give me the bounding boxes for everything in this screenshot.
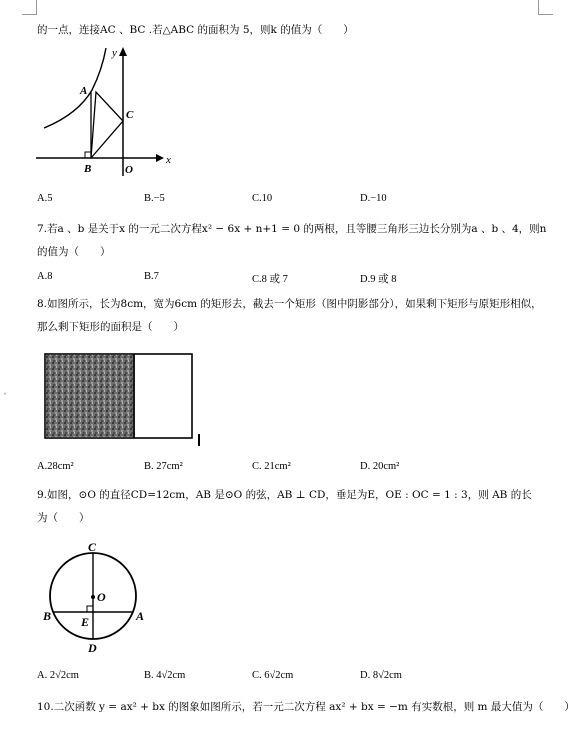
q8-figure [40,350,210,450]
q9-stem-line1: 9.如图，⊙O 的直径CD=12cm，AB 是⊙O 的弦，AB ⊥ CD，垂足为E，OE : OC = 1 : 3，则 AB 的长 [37,489,532,501]
hyperbola-curve [44,48,106,128]
y-axis-arrow [119,47,127,56]
q6-option-c[interactable]: C.10 [252,193,273,204]
label-c: C [88,540,97,554]
q9-option-c[interactable]: C. 6√2cm [252,670,294,681]
center-point [91,595,95,599]
q9-stem-line2: 为（ ） [37,512,90,524]
label-b: B [43,609,52,623]
page-corner-mark-right [538,0,553,15]
label-d: D [88,641,97,655]
q8-stem-line1: 8.如图所示，长为8cm，宽为6cm 的矩形去，截去一个矩形（图中阴影部分），如果剩下矩形与原矩形相似， [37,298,542,310]
label-o: O [125,164,133,176]
q9-option-b[interactable]: B. 4√2cm [144,670,186,681]
q8-option-a[interactable]: A.28cm² [37,461,74,472]
x-axis-arrow [156,154,164,162]
q8-option-d[interactable]: D. 20cm² [360,461,400,472]
q9-figure [38,538,168,663]
label-c: C [126,109,134,121]
triangle-abc [91,92,123,158]
q9-option-a[interactable]: A. 2√2cm [37,670,79,681]
q9-option-d[interactable]: D. 8√2cm [360,670,402,681]
q7-stem-line1: 7.若a 、b 是关于x 的一元二次方程x² − 6x + n+1 = 0 的两根，且等腰三角形三边长分别为a 、b 、4，则n [37,223,547,235]
label-b: B [84,163,92,175]
label-o: O [97,590,106,604]
q7-option-b[interactable]: B.7 [144,271,159,282]
q10-stem-line1: 10.二次函数 y = ax² + bx 的图象如图所示，若一元二次方程 ax² + bx = −m 有实数根，则 m 最大值为（ ） [37,701,575,713]
q6-option-d[interactable]: D.−10 [360,193,387,204]
q7-option-d[interactable]: D.9 或 8 [360,274,397,285]
q6-option-b[interactable]: B.−5 [144,193,165,204]
q7-option-c[interactable]: C.8 或 7 [252,274,288,285]
right-angle-mark [87,606,93,612]
q6-stem: 的一点，连接AC 、BC .若△ABC 的面积为 5，则k 的值为（ ） [37,24,354,36]
q8-stem-line2: 那么剩下矩形的面积是（ ） [37,321,184,333]
q6-option-a[interactable]: A.5 [37,193,53,204]
margin-tick: ˅ [3,392,7,401]
q8-option-c[interactable]: C. 21cm² [252,461,291,472]
q7-option-a[interactable]: A.8 [37,271,53,282]
label-e: E [81,615,90,629]
q8-option-b[interactable]: B. 27cm² [144,461,183,472]
page-corner-mark-left [22,0,37,15]
label-a: A [136,609,145,623]
q7-stem-line2: 的值为（ ） [37,246,111,258]
shaded-rectangle [46,355,133,437]
right-angle-mark [85,152,91,158]
label-a: A [80,85,88,97]
label-x: x [166,154,171,166]
q6-figure [30,42,180,182]
label-y: y [112,47,117,59]
